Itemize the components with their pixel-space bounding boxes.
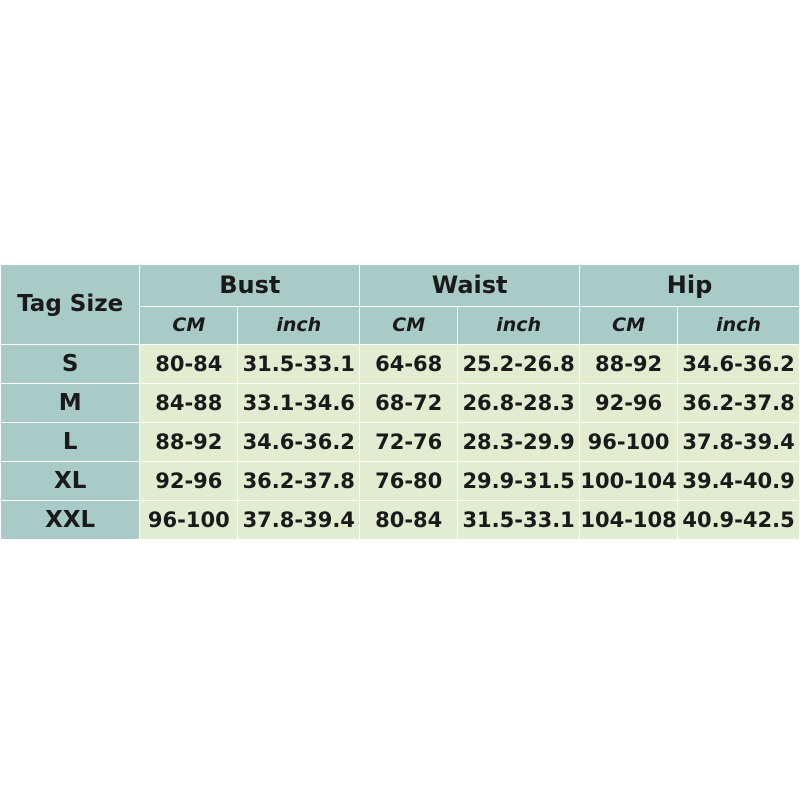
table-row bbox=[1, 345, 800, 384]
cell-xl-hip-inch: 39.4-40.9 bbox=[678, 462, 800, 501]
size-chart-table bbox=[0, 264, 800, 540]
table-row bbox=[1, 501, 800, 540]
cell-l-hip-inch: 37.8-39.4 bbox=[678, 423, 800, 462]
cell-xl-waist-inch: 29.9-31.5 bbox=[458, 462, 580, 501]
header-unit-waist-cm: CM bbox=[360, 307, 458, 345]
cell-xl-bust-cm: 92-96 bbox=[140, 462, 238, 501]
cell-s-bust-cm: 80-84 bbox=[140, 345, 238, 384]
cell-l-waist-cm: 72-76 bbox=[360, 423, 458, 462]
cell-s-hip-inch: 34.6-36.2 bbox=[678, 345, 800, 384]
header-group-waist: Waist bbox=[360, 265, 580, 307]
cell-s-waist-inch: 25.2-26.8 bbox=[458, 345, 580, 384]
cell-xl-bust-inch: 36.2-37.8 bbox=[238, 462, 360, 501]
header-unit-bust-inch: inch bbox=[238, 307, 360, 345]
table-body bbox=[1, 345, 800, 540]
row-label-xxl: XXL bbox=[1, 501, 140, 540]
header-group-bust: Bust bbox=[140, 265, 360, 307]
size-chart-container bbox=[0, 264, 800, 540]
cell-m-bust-cm: 84-88 bbox=[140, 384, 238, 423]
table-row bbox=[1, 462, 800, 501]
cell-s-bust-inch: 31.5-33.1 bbox=[238, 345, 360, 384]
row-label-l: L bbox=[1, 423, 140, 462]
header-row-groups bbox=[1, 265, 800, 307]
cell-m-bust-inch: 33.1-34.6 bbox=[238, 384, 360, 423]
table-header bbox=[1, 265, 800, 345]
table-row bbox=[1, 423, 800, 462]
header-unit-hip-inch: inch bbox=[678, 307, 800, 345]
header-tag-size: Tag Size bbox=[1, 265, 140, 345]
cell-xxl-bust-inch: 37.8-39.4 bbox=[238, 501, 360, 540]
cell-s-hip-cm: 88-92 bbox=[580, 345, 678, 384]
header-unit-waist-inch: inch bbox=[458, 307, 580, 345]
cell-m-waist-cm: 68-72 bbox=[360, 384, 458, 423]
cell-l-hip-cm: 96-100 bbox=[580, 423, 678, 462]
cell-s-waist-cm: 64-68 bbox=[360, 345, 458, 384]
cell-xxl-hip-inch: 40.9-42.5 bbox=[678, 501, 800, 540]
cell-l-bust-inch: 34.6-36.2 bbox=[238, 423, 360, 462]
cell-xxl-hip-cm: 104-108 bbox=[580, 501, 678, 540]
cell-m-hip-inch: 36.2-37.8 bbox=[678, 384, 800, 423]
cell-xxl-bust-cm: 96-100 bbox=[140, 501, 238, 540]
cell-l-bust-cm: 88-92 bbox=[140, 423, 238, 462]
header-unit-bust-cm: CM bbox=[140, 307, 238, 345]
cell-xxl-waist-inch: 31.5-33.1 bbox=[458, 501, 580, 540]
cell-xxl-waist-cm: 80-84 bbox=[360, 501, 458, 540]
cell-l-waist-inch: 28.3-29.9 bbox=[458, 423, 580, 462]
row-label-xl: XL bbox=[1, 462, 140, 501]
table-row bbox=[1, 384, 800, 423]
header-group-hip: Hip bbox=[580, 265, 800, 307]
row-label-s: S bbox=[1, 345, 140, 384]
cell-m-hip-cm: 92-96 bbox=[580, 384, 678, 423]
cell-m-waist-inch: 26.8-28.3 bbox=[458, 384, 580, 423]
cell-xl-hip-cm: 100-104 bbox=[580, 462, 678, 501]
row-label-m: M bbox=[1, 384, 140, 423]
header-unit-hip-cm: CM bbox=[580, 307, 678, 345]
cell-xl-waist-cm: 76-80 bbox=[360, 462, 458, 501]
